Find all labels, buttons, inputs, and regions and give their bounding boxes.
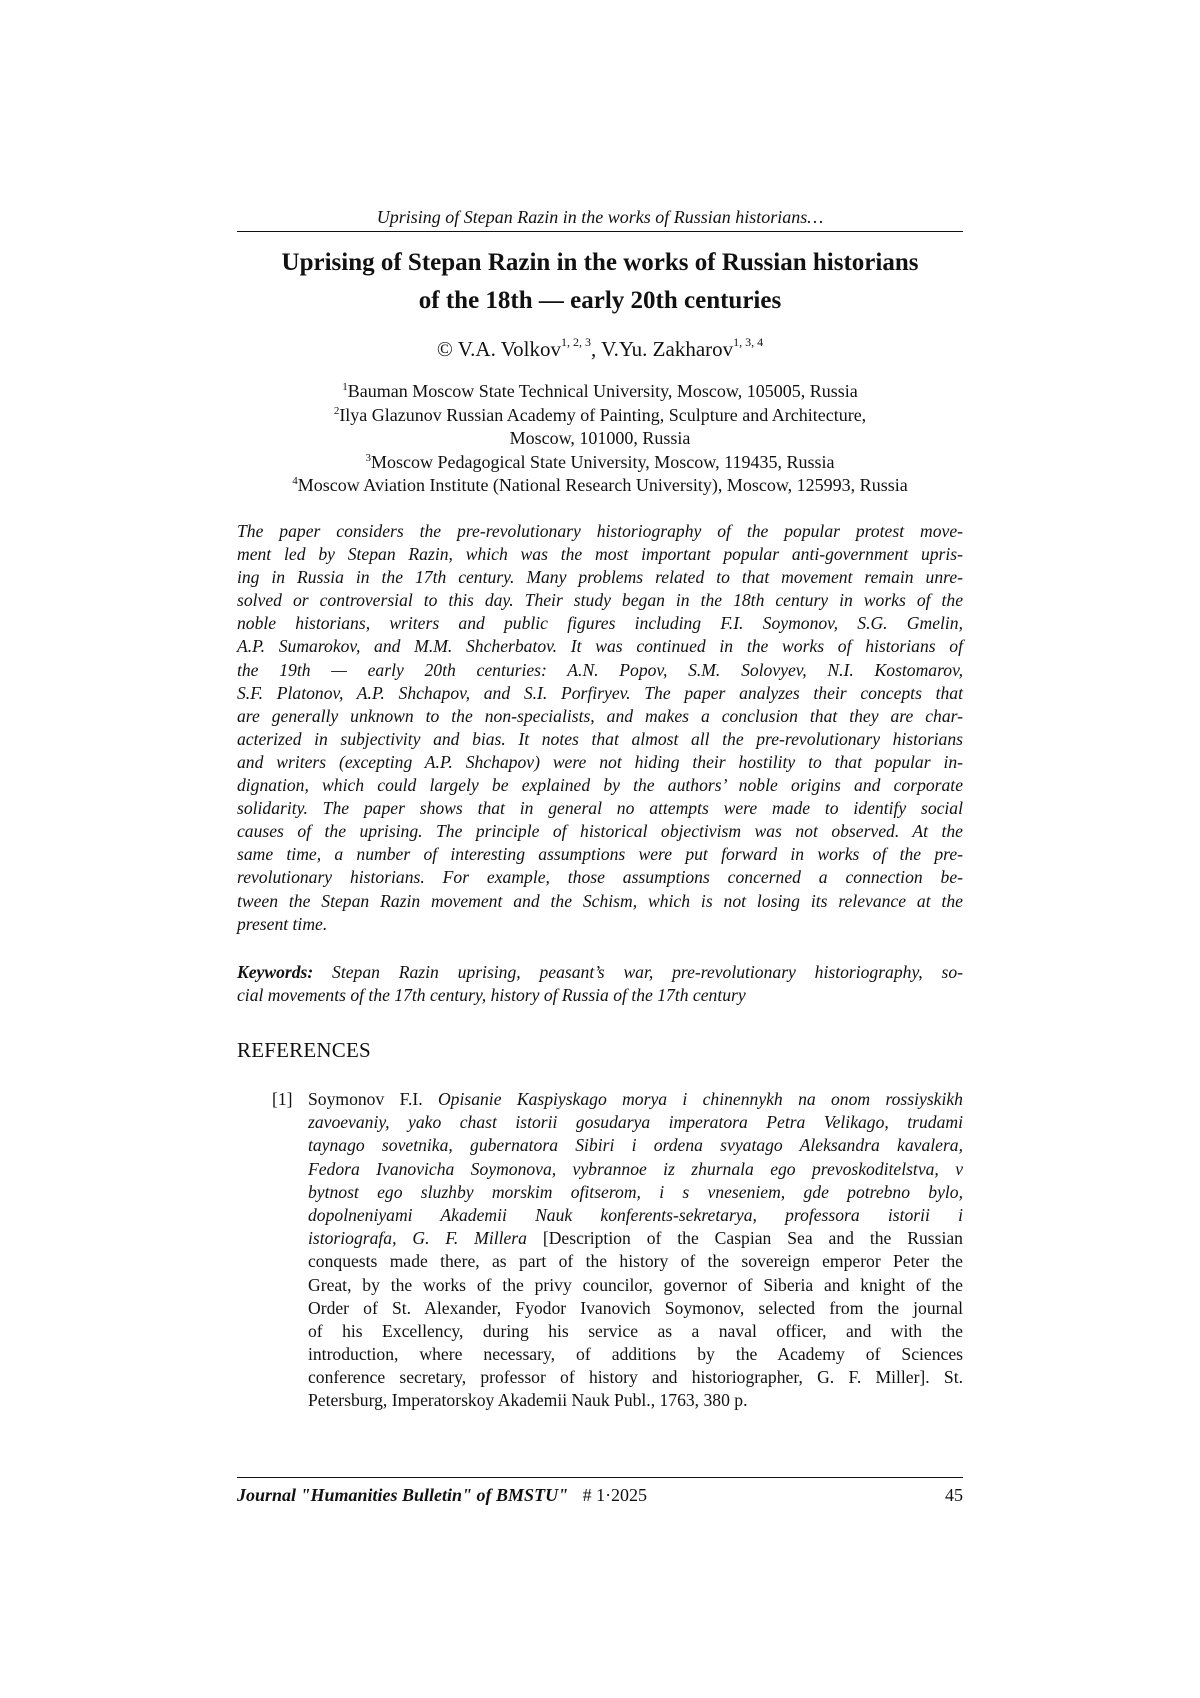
reference-title: Opisanie Kaspiyskago morya i chinennykh na onom rossiyskikh [437, 1089, 963, 1109]
author-list [237, 336, 963, 362]
abstract-line: solidarity. The paper shows that in general no attempts were made to identify social [237, 798, 963, 819]
affiliation [237, 474, 963, 498]
affiliation-text: Moscow Pedagogical State University, Moscow, 119435, Russia [371, 451, 835, 472]
affiliation-text: Ilya Glazunov Russian Academy of Painting, Sculpture and Architecture, [339, 404, 867, 425]
author-affiliation-marks: 1, 3, 4 [733, 335, 764, 349]
reference-translation-line: conference secretary, professor of history and historiographer, G. F. Miller]. St. [308, 1367, 963, 1388]
header-rule [237, 231, 963, 232]
abstract-line: dignation, which could largely be explained by the authors’ noble origins and corporate [237, 775, 963, 796]
affiliation-number: 1 [342, 381, 348, 393]
journal-name: Journal "Humanities Bulletin" of BMSTU" [237, 1485, 569, 1505]
affiliation [237, 404, 963, 428]
paper-title-line: of the 18th — early 20th centuries [418, 287, 782, 314]
affiliation-text: Moscow, 101000, Russia [509, 428, 691, 448]
abstract-line: ing in Russia in the 17th century. Many problems related to that movement remain unre- [237, 567, 963, 588]
affiliation-number: 4 [292, 475, 298, 487]
reference-body [308, 1088, 963, 1413]
copyright-sign: © [436, 337, 453, 361]
reference-translation-line: conquests made there, as part of the history of the sovereign emperor Peter the [308, 1251, 963, 1272]
reference-translation: [Description of the Caspian Sea and the Russian [542, 1228, 963, 1249]
reference-translation-line: introduction, where necessary, of additions by the Academy of Sciences [308, 1344, 963, 1365]
abstract-line: present time. [237, 913, 328, 934]
affiliation-text: Moscow Aviation Institute (National Research University), Moscow, 125993, Russia [297, 475, 908, 495]
abstract-line: are generally unknown to the non-specialists, and makes a conclusion that they are char- [237, 705, 963, 726]
affiliation-list [237, 380, 963, 498]
running-header: Uprising of Stepan Razin in the works of Russian historians… [376, 207, 824, 227]
abstract-line: revolutionary historians. For example, those assumptions concerned a connection be- [237, 867, 963, 888]
abstract-line: The paper considers the pre-revolutionary historiography of the popular protest move- [237, 521, 963, 541]
affiliation [237, 427, 963, 451]
reference-line [308, 1088, 963, 1111]
paper-page [237, 0, 963, 1698]
page-number: 45 [945, 1485, 963, 1505]
abstract-line: acterized in subjectivity and bias. It notes that almost all the pre-revolutionary historians [237, 728, 963, 749]
abstract-line: ment led by Stepan Razin, which was the most important popular anti-government upris- [237, 544, 963, 565]
references-heading: REFERENCES [237, 1038, 371, 1062]
keywords-line [237, 961, 963, 984]
abstract-line: tween the Stepan Razin movement and the Schism, which is not losing its relevance at the [237, 890, 963, 911]
keywords-text: Stepan Razin uprising, peasant’s war, pre-revolutionary historiography, so- [332, 962, 963, 982]
abstract-line: S.F. Platonov, A.P. Shchapov, and S.I. Porfiryev. The paper analyzes their concepts that [237, 682, 963, 703]
footer-rule [237, 1477, 963, 1478]
author-name: V.A. Volkov [457, 337, 561, 361]
reference-author: Soymonov F.I. [308, 1089, 423, 1109]
abstract [237, 520, 963, 936]
affiliation-number: 2 [333, 404, 340, 417]
abstract-line: same time, a number of interesting assumptions were put forward in works of the pre- [237, 844, 963, 865]
abstract-line: and writers (excepting A.P. Shchapov) were not hiding their hostility to that popular in- [237, 751, 963, 772]
reference-line [308, 1227, 963, 1250]
author-name: V.Yu. Zakharov [601, 337, 734, 361]
paper-title [237, 244, 963, 320]
reference-translation-line: Petersburg, Imperatorskoy Akademii Nauk Publ., 1763, 380 p. [308, 1390, 748, 1411]
reference-title-line: Fedora Ivanovicha Soymonova, vybrannoe iz zhurnala ego prevoskoditelstva, v [308, 1158, 963, 1179]
reference-translation-line: of his Excellency, during his service as a naval officer, and with the [308, 1320, 963, 1341]
issue-number: # 1·2025 [582, 1485, 648, 1505]
reference-title-line: taynago sovetnika, gubernatora Sibiri i ordena svyatago Aleksandra kavalera, [308, 1135, 963, 1156]
affiliation [237, 451, 963, 475]
reference-translation-line: Great, by the works of the privy councilor, governor of Siberia and knight of the [308, 1274, 963, 1295]
affiliation [237, 380, 963, 404]
abstract-line: A.P. Sumarokov, and M.M. Shcherbatov. It was continued in the works of historians of [237, 636, 963, 657]
abstract-line: noble historians, writers and public figures including F.I. Soymonov, S.G. Gmelin, [237, 613, 963, 634]
keywords-line: cial movements of the 17th century, history of Russia of the 17th century [237, 985, 746, 1006]
keywords-label: Keywords: [237, 962, 314, 982]
page-footer [237, 1483, 963, 1507]
author-affiliation-marks: 1, 2, 3 [561, 335, 591, 349]
reference-translation-line: Order of St. Alexander, Fyodor Ivanovich Soymonov, selected from the journal [308, 1297, 963, 1318]
affiliation-number: 3 [365, 451, 372, 464]
reference-title: istoriografa, G. F. Millera [308, 1228, 527, 1249]
abstract-line: the 19th — early 20th centuries: A.N. Popov, S.M. Solovyev, N.I. Kostomarov, [237, 659, 963, 680]
abstract-line: solved or controversial to this day. Their study began in the 18th century in works of the [237, 590, 963, 611]
keywords [237, 961, 963, 1007]
author-separator: , [591, 337, 597, 361]
reference-title-line: zavoevaniy, yako chast istorii gosudarya imperatora Petra Velikago, trudami [308, 1112, 963, 1133]
reference-number: [1] [272, 1089, 293, 1109]
reference-title-line: dopolneniyami Akademii Nauk konferents-sekretarya, professora istorii i [308, 1204, 963, 1225]
affiliation-text: Bauman Moscow State Technical University, Moscow, 105005, Russia [347, 381, 858, 401]
abstract-line: causes of the uprising. The principle of historical objectivism was not observed. At the [237, 821, 963, 842]
reference-title-line: bytnost ego sluzhby morskim ofitserom, i s vneseniem, gde potrebno bylo, [308, 1181, 963, 1202]
paper-title-line: Uprising of Stepan Razin in the works of Russian historians [281, 249, 919, 276]
